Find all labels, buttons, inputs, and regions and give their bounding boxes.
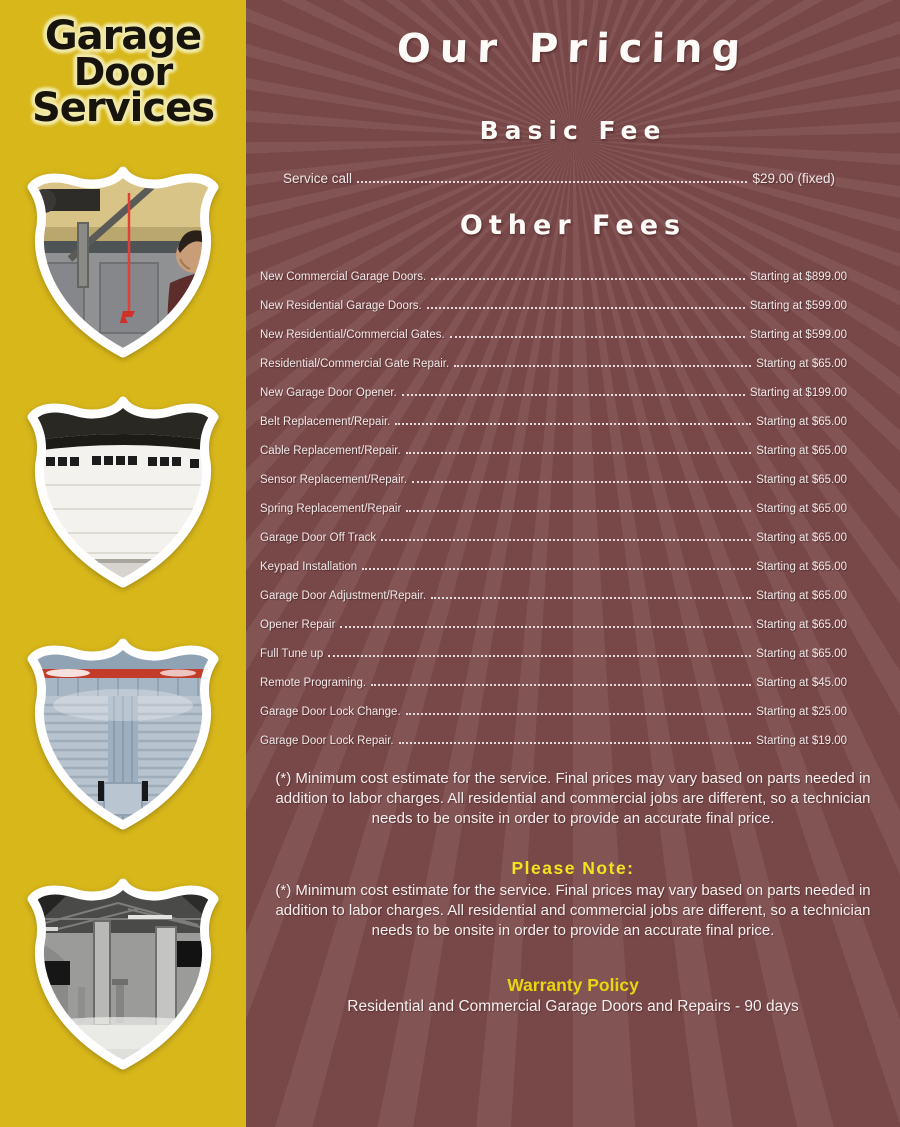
fee-row	[260, 445, 847, 457]
shield-photo-commercial-rollup	[8, 635, 238, 835]
other-fees-heading: Other Fees	[459, 210, 687, 241]
dot-leader	[381, 539, 751, 541]
dot-leader	[450, 336, 745, 338]
warranty-policy-text: Residential and Commercial Garage Doors and Repairs - 90 days	[347, 997, 799, 1015]
fee-price: Starting at $65.00	[756, 561, 847, 573]
dot-leader	[340, 626, 751, 628]
dot-leader	[412, 481, 751, 483]
dot-leader	[371, 684, 751, 686]
fee-price: Starting at $599.00	[749, 300, 847, 312]
fee-row	[283, 171, 835, 186]
fee-price: Starting at $199.00	[749, 387, 847, 399]
fee-row	[260, 619, 847, 631]
dot-leader	[362, 568, 751, 570]
fee-label: Spring Replacement/Repair	[260, 503, 402, 515]
fee-price: $29.00 (fixed)	[752, 171, 835, 186]
fee-row	[260, 532, 847, 544]
fee-label: New Garage Door Opener.	[260, 387, 397, 399]
dot-leader	[406, 452, 752, 454]
logo-line-3: Services	[31, 84, 215, 131]
fee-price: Starting at $65.00	[756, 619, 847, 631]
dot-leader	[427, 307, 745, 309]
warranty-policy-heading: Warranty Policy	[507, 974, 639, 995]
fee-row	[260, 561, 847, 573]
dot-leader	[402, 394, 745, 396]
fee-price: Starting at $65.00	[756, 532, 847, 544]
fee-price: Starting at $65.00	[756, 648, 847, 660]
dot-leader	[431, 597, 751, 599]
dot-leader	[406, 713, 752, 715]
sidebar	[0, 0, 246, 1127]
fee-label: Garage Door Adjustment/Repair.	[260, 590, 427, 602]
fee-price: Starting at $599.00	[749, 329, 847, 341]
please-note-text: (*) Minimum cost estimate for the service. Final prices may vary based on parts needed in addition to labor charges. All residential and commercial jobs are different, so a technician needs to be onsite in order to provide an accurate final price.	[275, 882, 871, 939]
fee-price: Starting at $65.00	[756, 358, 847, 370]
fee-row	[260, 503, 847, 515]
pricing-disclaimer: (*) Minimum cost estimate for the service. Final prices may vary based on parts needed in addition to labor charges. All residential and commercial jobs are different, so a technician needs to be onsite in order to provide an accurate final price.	[275, 770, 871, 827]
dot-leader	[431, 278, 745, 280]
fee-row	[260, 329, 847, 341]
fee-label: Cable Replacement/Repair.	[260, 445, 401, 457]
fee-row	[260, 735, 847, 747]
fee-label: Opener Repair	[260, 619, 336, 631]
fee-label: New Residential/Commercial Gates.	[260, 329, 445, 341]
fee-row	[260, 358, 847, 370]
dot-leader	[328, 655, 751, 657]
company-logo	[31, 13, 215, 131]
dot-leader	[399, 742, 752, 744]
fee-row	[260, 677, 847, 689]
shield-photo-warehouse-interior	[8, 875, 238, 1075]
fee-price: Starting at $65.00	[756, 416, 847, 428]
fee-price: Starting at $899.00	[749, 271, 847, 283]
fee-row	[260, 590, 847, 602]
basic-fee-list	[283, 171, 835, 186]
page-title: Our Pricing	[395, 26, 751, 72]
pricing-panel	[246, 0, 900, 1127]
fee-price: Starting at $65.00	[756, 503, 847, 515]
dot-leader	[454, 365, 751, 367]
dot-leader	[395, 423, 751, 425]
fee-label: Remote Programing.	[260, 677, 367, 689]
fee-row	[260, 271, 847, 283]
fee-label: Residential/Commercial Gate Repair.	[260, 358, 450, 370]
please-note-heading: Please Note:	[511, 858, 635, 879]
fee-row	[260, 706, 847, 718]
shield-photo-opener-inspection	[8, 163, 238, 363]
fee-row	[260, 387, 847, 399]
fee-label: Keypad Installation	[260, 561, 358, 573]
fee-price: Starting at $65.00	[756, 590, 847, 602]
logo-line-1: Garage	[44, 13, 202, 59]
fee-price: Starting at $65.00	[756, 474, 847, 486]
fee-label: Garage Door Off Track	[260, 532, 377, 544]
fee-row	[260, 474, 847, 486]
other-fees-list	[260, 271, 847, 747]
fee-label: Service call	[283, 171, 353, 186]
shield-photo-residential-door	[8, 393, 238, 593]
dot-leader	[406, 510, 751, 512]
basic-fee-heading: Basic Fee	[479, 116, 667, 145]
fee-label: Sensor Replacement/Repair.	[260, 474, 408, 486]
fee-price: Starting at $65.00	[756, 445, 847, 457]
dot-leader	[357, 181, 747, 183]
fee-row	[260, 300, 847, 312]
fee-row	[260, 648, 847, 660]
fee-label: Belt Replacement/Repair.	[260, 416, 391, 428]
logo-line-2: Door	[73, 49, 173, 94]
fee-label: New Residential Garage Doors.	[260, 300, 422, 312]
fee-price: Starting at $19.00	[756, 735, 847, 747]
fee-row	[260, 416, 847, 428]
fee-label: New Commercial Garage Doors.	[260, 271, 427, 283]
fee-price: Starting at $25.00	[756, 706, 847, 718]
fee-label: Full Tune up	[260, 648, 324, 660]
fee-price: Starting at $45.00	[756, 677, 847, 689]
fee-label: Garage Door Lock Repair.	[260, 735, 394, 747]
fee-label: Garage Door Lock Change.	[260, 706, 401, 718]
